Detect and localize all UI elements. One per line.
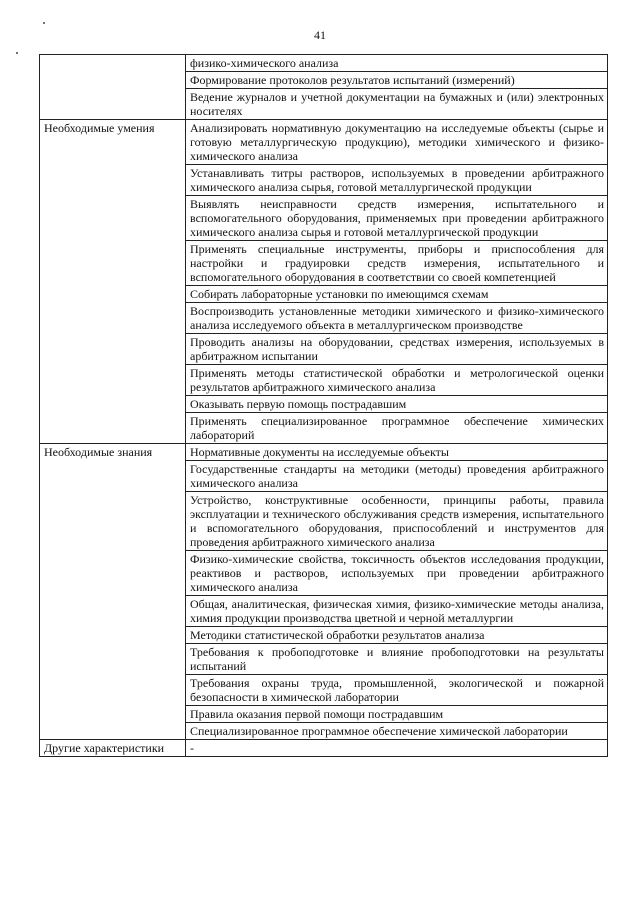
- table-cell-item: Требования охраны труда, промышленной, экологической и пожарной безопасности в химической лаборатории: [186, 675, 608, 706]
- table-cell-item: Нормативные документы на исследуемые объекты: [186, 444, 608, 461]
- table-cell-item: Применять методы статистической обработки и метрологической оценки результатов арбитражного химического анализа: [186, 365, 608, 396]
- section-label: [40, 55, 186, 120]
- scan-speck: [16, 52, 18, 54]
- table-row: [40, 444, 608, 461]
- table-cell-item: Правила оказания первой помощи пострадавшим: [186, 706, 608, 723]
- table-cell-item: Применять специальные инструменты, приборы и приспособления для настройки и градуировки средств измерения, испытательного и вспомогательного оборудования в соответствии со своей компетенцией: [186, 241, 608, 286]
- table-cell-item: Физико-химические свойства, токсичность объектов исследования продукции, реактивов и растворов, используемых при проведении арбитражного химического анализа: [186, 551, 608, 596]
- table-cell-item: Оказывать первую помощь пострадавшим: [186, 396, 608, 413]
- table-cell-item: Общая, аналитическая, физическая химия, физико-химические методы анализа, химия продукции производства цветной и черной металлургии: [186, 596, 608, 627]
- table-cell-item: Устройство, конструктивные особенности, принципы работы, правила эксплуатации и технического обслуживания средств измерения, испытательного и вспомогательного оборудования, приспособлений и инструментов для проведения арбитражного химического анализа: [186, 492, 608, 551]
- table-cell-item: Ведение журналов и учетной документации на бумажных и (или) электронных носителях: [186, 89, 608, 120]
- table-cell-item: Государственные стандарты на методики (методы) проведения арбитражного химического анализа: [186, 461, 608, 492]
- table-cell-item: Формирование протоколов результатов испытаний (измерений): [186, 72, 608, 89]
- table-cell-item: Методики статистической обработки результатов анализа: [186, 627, 608, 644]
- table-row: [40, 120, 608, 165]
- page-number: 41: [314, 28, 326, 42]
- table-row: [40, 55, 608, 72]
- table-cell-item: Анализировать нормативную документацию на исследуемые объекты (сырье и готовую металлургическую продукцию), методики химического и физико-химического анализа: [186, 120, 608, 165]
- table-cell-item: Воспроизводить установленные методики химического и физико-химического анализа исследуемого объекта в металлургическом производстве: [186, 303, 608, 334]
- table-row: [40, 740, 608, 757]
- table-cell-item: Специализированное программное обеспечение химической лаборатории: [186, 723, 608, 740]
- table-cell-item: физико-химического анализа: [186, 55, 608, 72]
- table-cell-item: Выявлять неисправности средств измерения, испытательного и вспомогательного оборудования, применяемых при проведении арбитражного химического анализа сырья и готовой металлургической продукции: [186, 196, 608, 241]
- table-cell-item: Собирать лабораторные установки по имеющимся схемам: [186, 286, 608, 303]
- table-cell-item: Применять специализированное программное обеспечение химических лабораторий: [186, 413, 608, 444]
- table-cell-item: Проводить анализы на оборудовании, средствах измерения, используемых в арбитражном испытании: [186, 334, 608, 365]
- qualification-table: [39, 54, 608, 757]
- section-label: Необходимые умения: [40, 120, 186, 444]
- qualification-table-body: [40, 55, 608, 757]
- table-cell-item: -: [186, 740, 608, 757]
- section-label: Другие характеристики: [40, 740, 186, 757]
- section-label: Необходимые знания: [40, 444, 186, 740]
- table-cell-item: Требования к пробоподготовке и влияние пробоподготовки на результаты испытаний: [186, 644, 608, 675]
- table-cell-item: Устанавливать титры растворов, используемых в проведении арбитражного химического анализа сырья, готовой металлургической продукции: [186, 165, 608, 196]
- scan-speck: [43, 22, 45, 24]
